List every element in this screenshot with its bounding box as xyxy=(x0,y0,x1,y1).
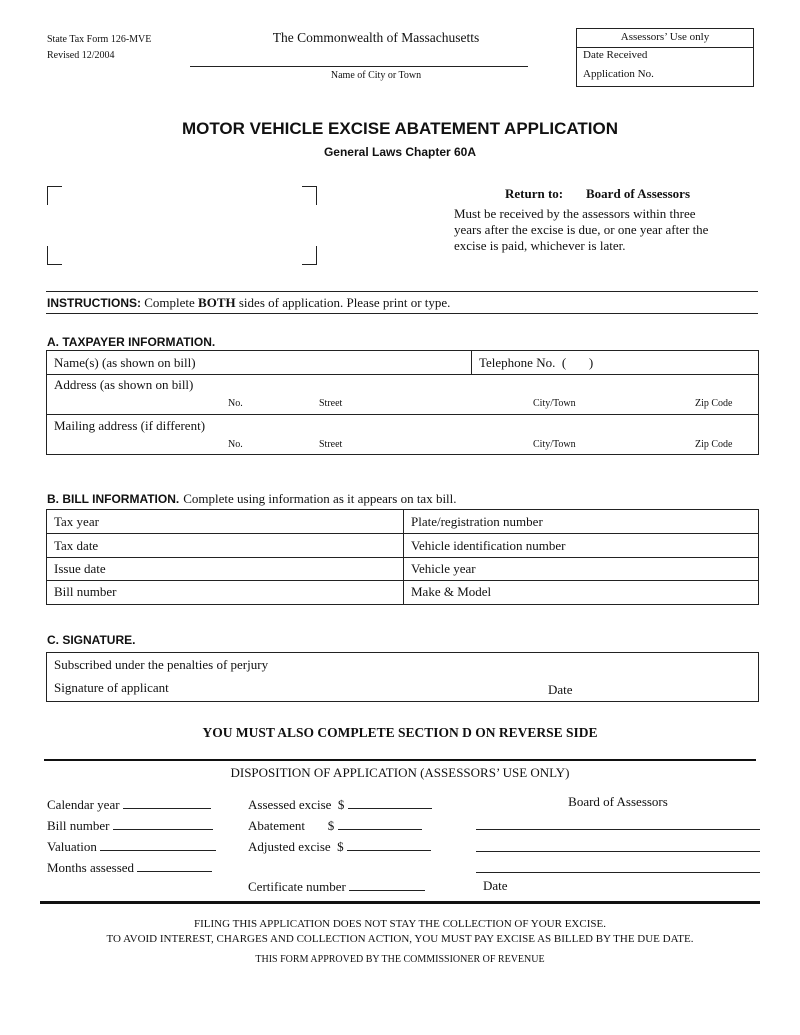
bill-info-table xyxy=(46,509,759,605)
city-name-line[interactable] xyxy=(190,66,528,67)
tax-date-field[interactable]: Tax date xyxy=(54,538,99,553)
assessor-signature-line[interactable] xyxy=(476,872,760,873)
address-field[interactable]: Address (as shown on bill) xyxy=(54,377,194,392)
make-model-field[interactable]: Make & Model xyxy=(411,584,492,599)
signature-field[interactable]: Signature of applicant xyxy=(54,680,169,695)
assessor-signature-line[interactable] xyxy=(476,829,760,830)
address-window-corner xyxy=(47,186,62,205)
disposition-col1: Calendar year Bill number Valuation Months assessed xyxy=(47,794,216,878)
form-id: State Tax Form 126-MVE xyxy=(47,34,152,45)
section-a-heading: A. TAXPAYER INFORMATION. xyxy=(47,335,216,349)
telephone-field[interactable]: Telephone No. ( ) xyxy=(479,355,594,370)
footer-notice-1: FILING THIS APPLICATION DOES NOT STAY THE COLLECTION OF YOUR EXCISE. xyxy=(194,918,606,930)
vehicle-year-field[interactable]: Vehicle year xyxy=(411,561,476,576)
names-field[interactable]: Name(s) (as shown on bill) xyxy=(54,355,196,370)
section-c-heading: C. SIGNATURE. xyxy=(47,633,136,647)
return-to-label: Return to: xyxy=(505,186,564,201)
reverse-side-notice: YOU MUST ALSO COMPLETE SECTION D ON REVERSE SIDE xyxy=(202,725,598,740)
tax-year-field[interactable]: Tax year xyxy=(54,514,99,529)
address-window-corner xyxy=(302,186,317,205)
form-subtitle: General Laws Chapter 60A xyxy=(323,145,477,159)
revised-date: Revised 12/2004 xyxy=(47,50,115,61)
months-assessed-input[interactable] xyxy=(137,859,212,872)
disposition-date-field[interactable]: Date xyxy=(483,878,508,893)
date-received-label: Date Received xyxy=(583,49,648,61)
form-title: MOTOR VEHICLE EXCISE ABATEMENT APPLICATION xyxy=(181,119,619,138)
assessors-use-title: Assessors’ Use only xyxy=(620,31,710,43)
disp-bill-number-input[interactable] xyxy=(113,817,213,830)
penalties-text: Subscribed under the penalties of perjury xyxy=(54,657,269,672)
address-window-corner xyxy=(302,246,317,265)
signature-box xyxy=(46,652,759,702)
assessors-use-box xyxy=(576,28,754,87)
certificate-number-field: Certificate number xyxy=(248,878,425,895)
approval-notice: THIS FORM APPROVED BY THE COMMISSIONER OF REVENUE xyxy=(255,954,545,965)
signature-date-field[interactable]: Date xyxy=(548,682,573,697)
instructions: INSTRUCTIONS: Complete BOTH sides of application. Please print or type. xyxy=(47,295,451,310)
section-b-heading: B. BILL INFORMATION. Complete using information as it appears on tax bill. xyxy=(47,491,457,506)
valuation-input[interactable] xyxy=(100,838,216,851)
taxpayer-info-table: Name(s) (as shown on bill) Telephone No. ( ) Address (as shown on bill) No. Street City/Town Zip Code Mailing address (if different) No. Street City/Town Zip Code xyxy=(46,350,759,455)
board-of-assessors-label: Board of Assessors xyxy=(568,794,668,809)
address-window-corner xyxy=(47,246,62,265)
city-caption: Name of City or Town xyxy=(330,70,422,81)
plate-number-field[interactable]: Plate/registration number xyxy=(411,514,543,529)
application-no-label: Application No. xyxy=(583,68,654,80)
certificate-number-input[interactable] xyxy=(349,878,425,891)
calendar-year-input[interactable] xyxy=(123,796,211,809)
issue-date-field[interactable]: Issue date xyxy=(54,561,106,576)
disposition-heading: DISPOSITION OF APPLICATION (ASSESSORS’ USE ONLY) xyxy=(230,765,570,780)
vin-field[interactable]: Vehicle identification number xyxy=(411,538,566,553)
footer-notice-2: TO AVOID INTEREST, CHARGES AND COLLECTION ACTION, YOU MUST PAY EXCISE AS BILLED BY THE DUE DATE. xyxy=(106,933,694,945)
deadline-text: Must be received by the assessors within three years after the excise is due, or one year after the excise is paid, whichever is later. xyxy=(454,206,709,253)
mailing-address-field[interactable]: Mailing address (if different) xyxy=(54,418,206,433)
adjusted-excise-input[interactable] xyxy=(347,838,431,851)
assessor-signature-line[interactable] xyxy=(476,851,760,852)
abatement-input[interactable] xyxy=(338,817,422,830)
return-to-recipient: Board of Assessors xyxy=(586,186,691,201)
commonwealth-title: The Commonwealth of Massachusetts xyxy=(272,30,480,45)
assessed-excise-input[interactable] xyxy=(348,796,432,809)
bill-number-field[interactable]: Bill number xyxy=(54,584,117,599)
disposition-col2: Assessed excise $ Abatement $ Adjusted excise $ xyxy=(248,794,432,857)
